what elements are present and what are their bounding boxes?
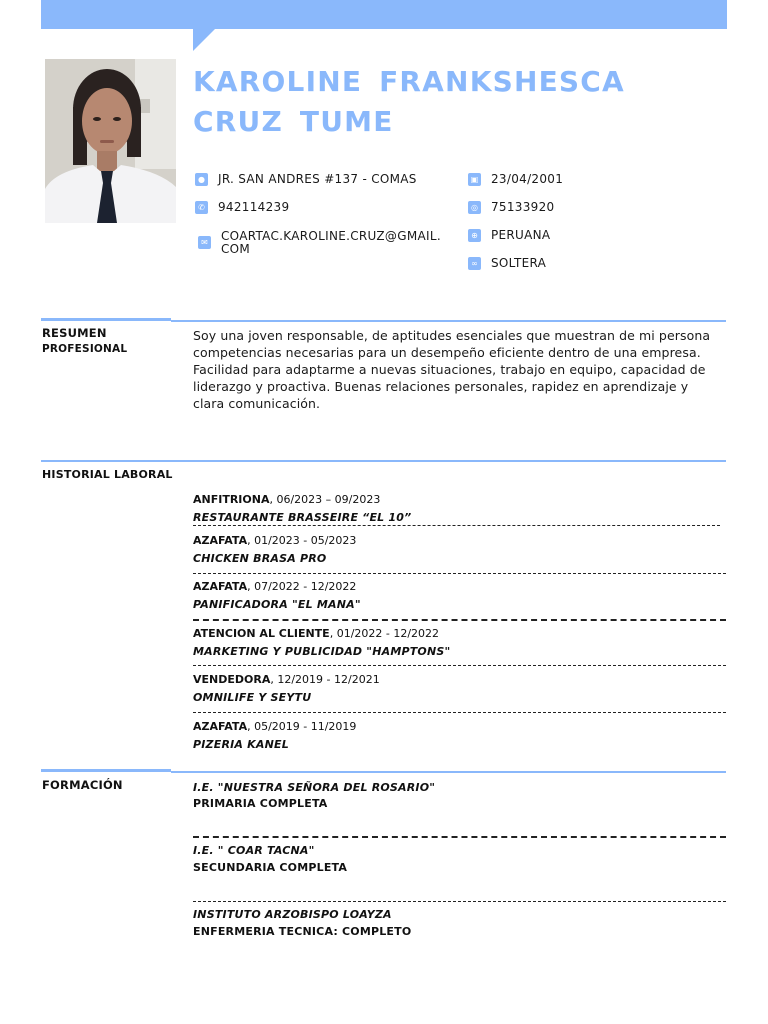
summary-heading-line1: RESUMEN xyxy=(42,326,107,340)
job-company: PANIFICADORA "EL MANA" xyxy=(193,598,361,611)
header-bar xyxy=(41,0,727,29)
job-role: ANFITRIONA xyxy=(193,493,270,506)
job-role: AZAFATA xyxy=(193,534,248,547)
gift-icon: ▣ xyxy=(468,173,481,186)
section-rule xyxy=(171,771,726,773)
education-detail: ENFERMERIA TECNICA: COMPLETO xyxy=(193,925,412,938)
job-role: ATENCION AL CLIENTE xyxy=(193,627,330,640)
job-entry xyxy=(193,580,726,612)
job-dates: , 01/2022 - 12/2022 xyxy=(329,627,440,640)
job-company: OMNILIFE Y SEYTU xyxy=(193,691,312,704)
summary-text: Soy una joven responsable, de aptitudes esenciales que muestran de mi persona competencias necesarias para un desempeño eficiente dentro de una empresa. Facilidad para adaptarme a nuevas situaciones, trabajo en equipo, capacidad de liderazgo y proactiva. Buenas relaciones personales, rapidez en aprendizaje y clara comunicación. xyxy=(193,328,711,411)
education-divider xyxy=(193,836,726,838)
contact-birthdate xyxy=(468,173,563,186)
work-heading: HISTORIAL LABORAL xyxy=(42,468,173,481)
job-divider xyxy=(193,619,726,621)
contact-phone-text: 942114239 xyxy=(218,200,290,214)
job-company: RESTAURANTE BRASSEIRE “EL 10” xyxy=(193,511,412,524)
job-divider xyxy=(193,665,726,666)
job-dates: , 06/2023 – 09/2023 xyxy=(269,493,381,506)
education-school: I.E. "NUESTRA SEÑORA DEL ROSARIO" xyxy=(193,781,436,794)
rings-icon: ∞ xyxy=(468,257,481,270)
profile-photo xyxy=(45,59,176,223)
contact-address-text: JR. SAN ANDRES #137 - COMAS xyxy=(218,172,417,186)
contact-email xyxy=(198,230,461,256)
summary-heading xyxy=(42,325,127,357)
location-pin-icon: ● xyxy=(195,173,208,186)
job-entry xyxy=(193,673,726,705)
full-name: KAROLINE FRANKSHESCA CRUZ TUME xyxy=(193,65,625,138)
job-role: AZAFATA xyxy=(193,720,248,733)
job-dates: , 01/2023 - 05/2023 xyxy=(247,534,357,547)
job-company: PIZERIA KANEL xyxy=(193,738,289,751)
fingerprint-icon: ◎ xyxy=(468,201,481,214)
education-detail: PRIMARIA COMPLETA xyxy=(193,797,328,810)
contact-marital-status-text: SOLTERA xyxy=(491,256,547,270)
job-company: CHICKEN BRASA PRO xyxy=(193,552,327,565)
section-rule xyxy=(171,460,726,462)
envelope-icon: ✉ xyxy=(198,236,211,249)
section-rule-accent xyxy=(41,460,171,462)
job-company: MARKETING Y PUBLICIDAD "HAMPTONS" xyxy=(193,645,451,658)
section-rule xyxy=(171,320,726,322)
contact-email-text: COARTAC.KAROLINE.CRUZ@GMAIL. COM xyxy=(221,229,441,256)
job-divider xyxy=(193,573,726,574)
phone-icon: ✆ xyxy=(195,201,208,214)
job-divider xyxy=(193,525,720,526)
job-dates: , 12/2019 - 12/2021 xyxy=(270,673,380,686)
job-role: VENDEDORA xyxy=(193,673,271,686)
contact-dni xyxy=(468,201,554,214)
contact-address xyxy=(195,173,417,186)
header-bar-notch xyxy=(193,29,215,51)
job-entry xyxy=(193,627,726,659)
education-detail: SECUNDARIA COMPLETA xyxy=(193,861,348,874)
globe-icon: ⊕ xyxy=(468,229,481,242)
job-dates: , 05/2019 - 11/2019 xyxy=(247,720,357,733)
contact-marital-status xyxy=(468,257,546,270)
job-entry xyxy=(193,534,726,566)
job-role: AZAFATA xyxy=(193,580,248,593)
summary-heading-line2: PROFESIONAL xyxy=(42,343,128,355)
job-entry xyxy=(193,720,726,752)
contact-birthdate-text: 23/04/2001 xyxy=(491,172,564,186)
section-rule-accent xyxy=(41,318,171,321)
contact-phone xyxy=(195,201,289,214)
job-divider xyxy=(193,712,726,713)
job-dates: , 07/2022 - 12/2022 xyxy=(247,580,357,593)
section-rule-accent xyxy=(41,769,171,772)
education-divider xyxy=(193,901,726,902)
contact-dni-text: 75133920 xyxy=(491,200,555,214)
contact-nationality xyxy=(468,229,550,242)
education-school: INSTITUTO ARZOBISPO LOAYZA xyxy=(193,908,392,921)
job-entry xyxy=(193,493,726,525)
education-school: I.E. " COAR TACNA" xyxy=(193,844,315,857)
contact-nationality-text: PERUANA xyxy=(491,228,551,242)
education-heading: FORMACIÓN xyxy=(42,778,123,792)
